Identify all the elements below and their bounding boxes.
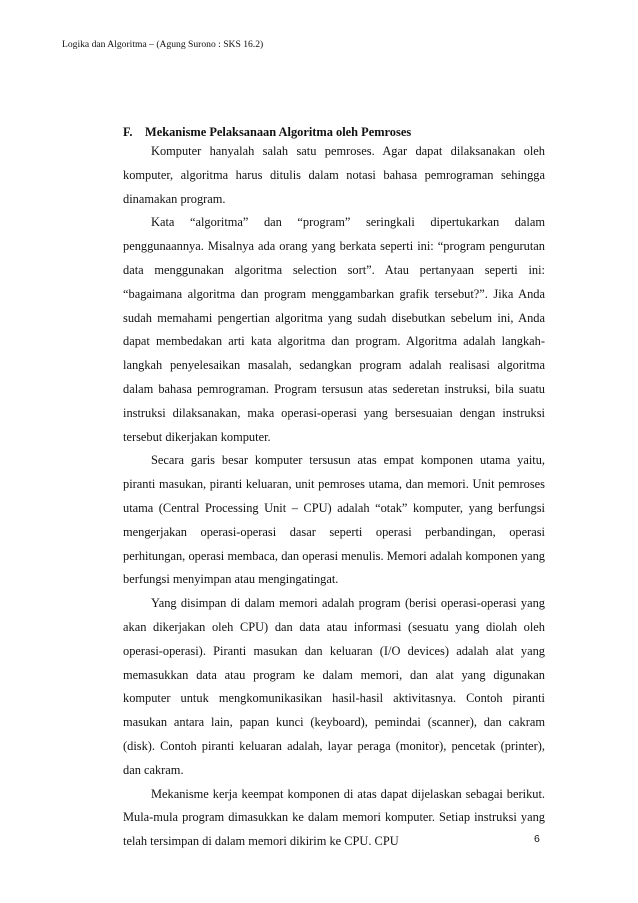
- paragraph: Mekanisme kerja keempat komponen di atas dapat dijelaskan sebagai berikut. Mula-mula program dimasukkan ke dalam memori komputer. Setiap instruksi yang telah tersimpan di dalam memori dikirim ke CPU. CPU: [123, 786, 545, 849]
- section-heading: [123, 124, 411, 140]
- section-number: F.: [123, 125, 133, 139]
- page-number: 6: [534, 833, 540, 845]
- paragraph: Komputer hanyalah salah satu pemroses. Agar dapat dilaksanakan oleh komputer, algoritma harus ditulis dalam notasi bahasa pemrograman sehingga dinamakan program.: [123, 144, 545, 206]
- section-title: Mekanisme Pelaksanaan Algoritma oleh Pemroses: [145, 125, 412, 139]
- running-header: Logika dan Algoritma – (Agung Surono : SKS 16.2): [62, 39, 264, 50]
- body-text: [123, 140, 545, 854]
- paragraph: Yang disimpan di dalam memori adalah program (berisi operasi-operasi yang akan dikerjakan oleh CPU) dan data atau informasi (sesuatu yang diolah oleh operasi-operasi). Piranti masukan dan keluaran (I/O devices) adalah alat yang memasukkan data atau program ke dalam memori, dan alat yang digunakan komputer untuk mengkomunikasikan hasil-hasil aktivitasnya. Contoh piranti masukan antara lain, papan kunci (keyboard), pemindai (scanner), dan cakram (disk). Contoh piranti keluaran adalah, layar peraga (monitor), pencetak (printer), dan cakram.: [123, 596, 545, 777]
- paragraph: Secara garis besar komputer tersusun atas empat komponen utama yaitu, piranti masukan, piranti keluaran, unit pemroses utama, dan memori. Unit pemroses utama (Central Processing Unit – CPU) adalah “otak” komputer, yang berfungsi mengerjakan operasi-operasi dasar seperti operasi perbandingan, operasi perhitungan, operasi membaca, dan operasi menulis. Memori adalah komponen yang berfungsi menyimpan atau mengingatingat.: [123, 453, 545, 587]
- paragraph: Kata “algoritma” dan “program” seringkali dipertukarkan dalam penggunaannya. Misalnya ada orang yang berkata seperti ini: “program pengurutan data menggunakan algoritma selection sort”. Atau pertanyaan seperti ini: “bagaimana algoritma dan program menggambarkan grafik tersebut?”. Jika Anda sudah memahami pengertian algoritma yang sudah disebutkan sebelum ini, Anda dapat membedakan arti kata algoritma dan program. Algoritma adalah langkah-langkah penyelesaikan masalah, sedangkan program adalah realisasi algoritma dalam bahasa pemrograman. Program tersusun atas sederetan instruksi, bila suatu instruksi dilaksanakan, maka operasi-operasi yang bersesuaian dengan instruksi tersebut dikerjakan komputer.: [123, 215, 545, 444]
